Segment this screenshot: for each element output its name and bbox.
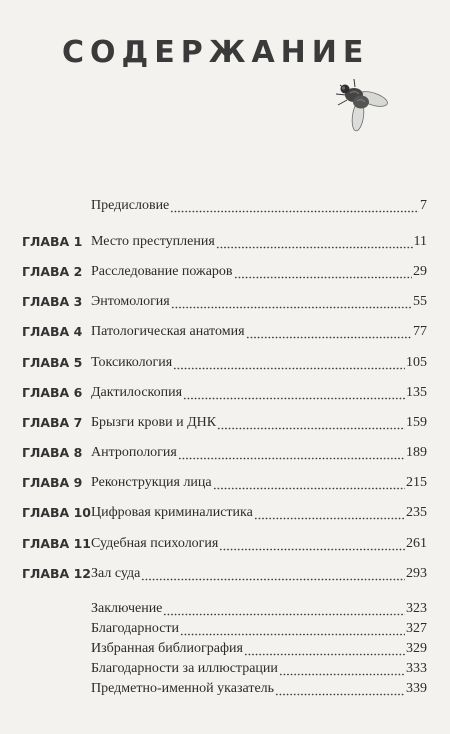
chapter-label: ГЛАВА 12 <box>22 566 91 581</box>
toc-entry-title: Благодарности <box>91 621 180 636</box>
dot-leader <box>141 564 405 584</box>
chapter-label: ГЛАВА 10 <box>22 505 91 520</box>
toc-page-number: 159 <box>406 415 427 430</box>
toc-row-chapter-4[interactable] <box>0 322 450 342</box>
toc-page-number: 215 <box>406 475 427 490</box>
toc-entry-title: Судебная психология <box>91 536 219 551</box>
toc-row-chapter-8[interactable] <box>0 443 450 463</box>
dot-leader <box>244 639 405 659</box>
toc-row-illustration-credits[interactable] <box>0 659 450 679</box>
toc-page-number: 7 <box>420 198 427 213</box>
toc-entry-title: Энтомология <box>91 294 170 309</box>
toc-entry-title: Расследование пожаров <box>91 264 233 279</box>
toc-page-number: 77 <box>413 324 427 339</box>
chapter-label: ГЛАВА 1 <box>22 234 83 249</box>
toc-row-conclusion[interactable] <box>0 599 450 619</box>
dot-leader <box>246 322 412 342</box>
toc-row-preface[interactable] <box>0 196 450 216</box>
dot-leader <box>217 413 405 433</box>
dot-leader <box>254 503 405 523</box>
toc-entry-title: Предисловие <box>91 198 170 213</box>
page-title: СОДЕРЖАНИЕ <box>62 35 370 70</box>
toc-row-bibliography[interactable] <box>0 639 450 659</box>
chapter-label: ГЛАВА 3 <box>22 294 83 309</box>
toc-page-number: 235 <box>406 505 427 520</box>
toc-row-acknowledgements[interactable] <box>0 619 450 639</box>
toc-page-number: 105 <box>406 355 427 370</box>
toc-page-number: 323 <box>406 601 427 616</box>
chapter-label: ГЛАВА 9 <box>22 475 83 490</box>
dot-leader <box>170 196 419 216</box>
dot-leader <box>275 679 405 699</box>
toc-entry-title: Токсикология <box>91 355 173 370</box>
dot-leader <box>163 599 405 619</box>
toc-row-index[interactable] <box>0 679 450 699</box>
toc-page-number: 55 <box>413 294 427 309</box>
fly-icon <box>330 75 392 137</box>
toc-entry-title: Зал суда <box>91 566 141 581</box>
toc-row-chapter-6[interactable] <box>0 383 450 403</box>
toc-page-number: 29 <box>413 264 427 279</box>
toc-entry-title: Место преступления <box>91 234 215 249</box>
toc-page-number: 327 <box>406 621 427 636</box>
chapter-label: ГЛАВА 7 <box>22 415 83 430</box>
chapter-label: ГЛАВА 2 <box>22 264 83 279</box>
toc-entry-title: Брызги крови и ДНК <box>91 415 217 430</box>
toc-page-number: 189 <box>406 445 427 460</box>
chapter-label: ГЛАВА 6 <box>22 385 83 400</box>
chapter-label: ГЛАВА 4 <box>22 324 83 339</box>
dot-leader <box>178 443 405 463</box>
toc-page-number: 135 <box>406 385 427 400</box>
dot-leader <box>234 262 412 282</box>
toc-row-chapter-1[interactable] <box>0 232 450 252</box>
dot-leader <box>216 232 413 252</box>
dot-leader <box>279 659 405 679</box>
toc-row-chapter-5[interactable] <box>0 353 450 373</box>
toc-entry-title: Антропология <box>91 445 177 460</box>
toc-page-number: 339 <box>406 681 427 696</box>
dot-leader <box>173 353 405 373</box>
toc-row-chapter-12[interactable] <box>0 564 450 584</box>
toc-page-number: 261 <box>406 536 427 551</box>
toc-entry-title: Предметно-именной указатель <box>91 681 275 696</box>
dot-leader <box>183 383 405 403</box>
toc-row-chapter-9[interactable] <box>0 473 450 493</box>
toc-row-chapter-2[interactable] <box>0 262 450 282</box>
toc-row-chapter-11[interactable] <box>0 534 450 554</box>
toc-page-number: 333 <box>406 661 427 676</box>
chapter-label: ГЛАВА 8 <box>22 445 83 460</box>
toc-row-chapter-10[interactable] <box>0 503 450 523</box>
toc-page-number: 329 <box>406 641 427 656</box>
dot-leader <box>219 534 405 554</box>
toc-page-number: 293 <box>406 566 427 581</box>
toc-row-chapter-7[interactable] <box>0 413 450 433</box>
dot-leader <box>213 473 405 493</box>
chapter-label: ГЛАВА 11 <box>22 536 91 551</box>
toc-entry-title: Заключение <box>91 601 163 616</box>
toc-entry-title: Избранная библиография <box>91 641 243 656</box>
toc-page-number: 11 <box>413 234 427 249</box>
toc-entry-title: Патологическая анатомия <box>91 324 245 339</box>
toc-entry-title: Дактилоскопия <box>91 385 183 400</box>
toc-entry-title: Цифровая криминалистика <box>91 505 253 520</box>
dot-leader <box>180 619 405 639</box>
toc-entry-title: Реконструкция лица <box>91 475 212 490</box>
dot-leader <box>171 292 412 312</box>
toc-row-chapter-3[interactable] <box>0 292 450 312</box>
toc-entry-title: Благодарности за иллюстрации <box>91 661 278 676</box>
chapter-label: ГЛАВА 5 <box>22 355 83 370</box>
